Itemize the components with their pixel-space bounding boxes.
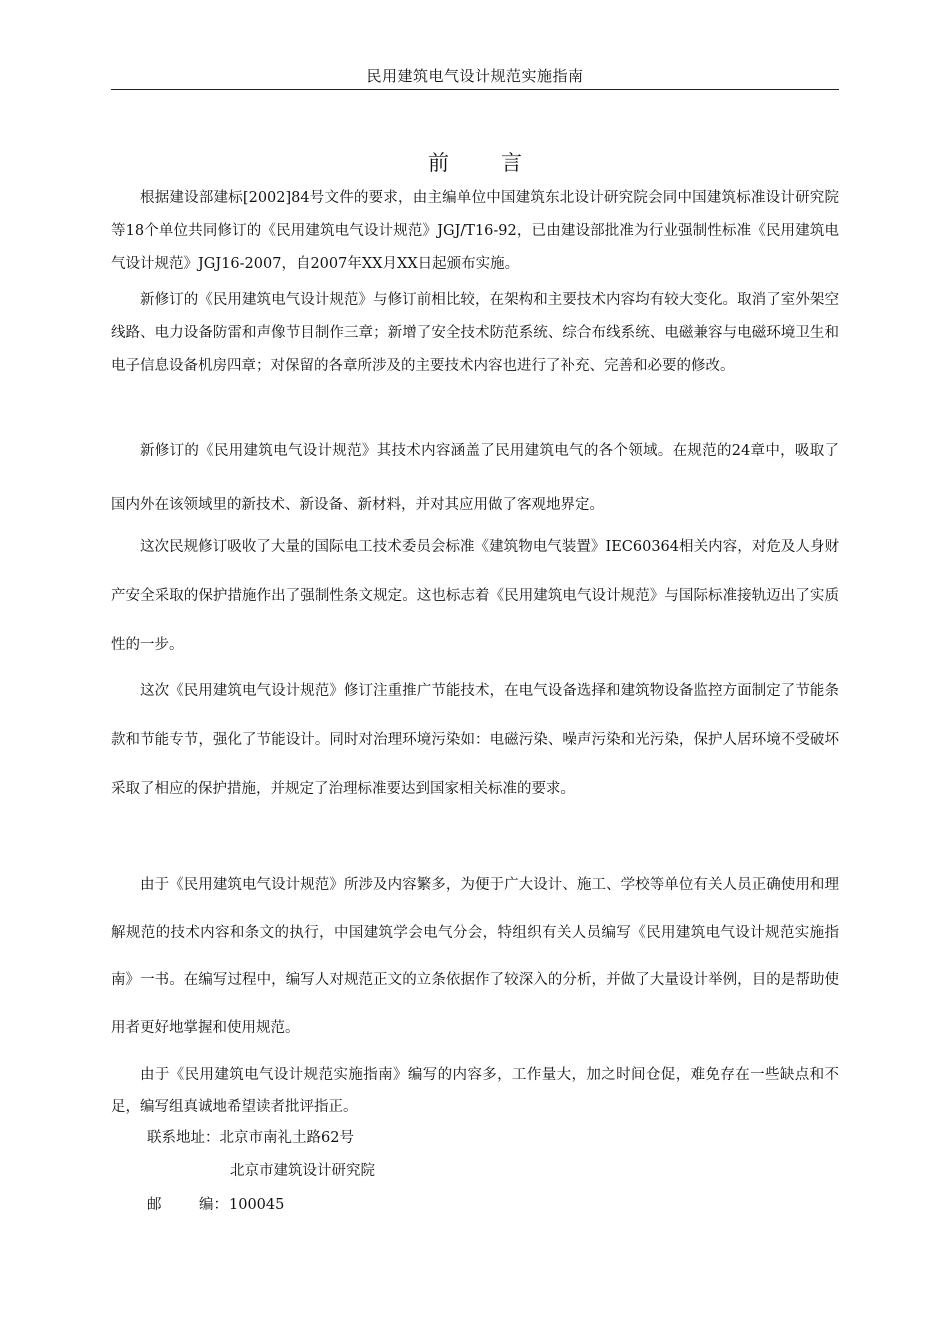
address-line-2: 北京市建筑设计研究院 bbox=[230, 1163, 375, 1179]
postcode-label bbox=[147, 1193, 229, 1217]
contact-postcode-row bbox=[147, 1193, 284, 1217]
address-label: 联系地址： bbox=[147, 1130, 220, 1146]
postcode-label-char-1: 邮 bbox=[147, 1197, 162, 1213]
running-header-title: 民用建筑电气设计规范实施指南 bbox=[366, 67, 584, 85]
paragraph-7: 由于《民用建筑电气设计规范实施指南》编写的内容多，工作量大，加之时间仓促，难免存在一些缺点和不足，编写组真诚地希望读者批评指正。 bbox=[111, 1067, 839, 1115]
postcode-label-char-2: 编： bbox=[199, 1197, 228, 1213]
paragraph-4: 这次民规修订吸收了大量的国际电工技术委员会标准《建筑物电气装置》IEC60364相关内容，对危及人身财产安全采取的保护措施作出了强制性条文规定。这也标志着《民用建筑电气设计规范》与国际标准接轨迈出了实质性的一步。 bbox=[111, 539, 839, 653]
paragraph-3: 新修订的《民用建筑电气设计规范》其技术内容涵盖了民用建筑电气的各个领域。在规范的24章中，吸取了国内外在该领域里的新技术、新设备、新材料，并对其应用做了客观地界定。 bbox=[111, 443, 839, 513]
paragraph-1: 根据建设部建标[2002]84号文件的要求，由主编单位中国建筑东北设计研究院会同中国建筑标准设计研究院等18个单位共同修订的《民用建筑电气设计规范》JGJ/T16-92，已由建设部批准为行业强制性标准《民用建筑电气设计规范》JGJ16-2007，自2007年XX月XX日起颁布实施。 bbox=[111, 190, 839, 272]
contact-address-row bbox=[147, 1126, 354, 1150]
header-divider bbox=[111, 89, 839, 90]
page-title: 前言 bbox=[428, 151, 574, 175]
paragraph-5: 这次《民用建筑电气设计规范》修订注重推广节能技术，在电气设备选择和建筑物设备监控方面制定了节能条款和节能专节，强化了节能设计。同时对治理环境污染如：电磁污染、噪声污染和光污染，保护人居环境不受破坏采取了相应的保护措施，并规定了治理标准要达到国家相关标准的要求。 bbox=[111, 683, 839, 797]
paragraph-2: 新修订的《民用建筑电气设计规范》与修订前相比较，在架构和主要技术内容均有较大变化。取消了室外架空线路、电力设备防雷和声像节目制作三章；新增了安全技术防范系统、综合布线系统、电磁兼容与电磁环境卫生和电子信息设备机房四章；对保留的各章所涉及的主要技术内容也进行了补充、完善和必要的修改。 bbox=[111, 292, 839, 374]
contact-address-row-2 bbox=[230, 1159, 375, 1183]
address-line-1: 北京市南礼土路62号 bbox=[219, 1130, 354, 1146]
postcode-value: 100045 bbox=[229, 1197, 285, 1213]
paragraph-6: 由于《民用建筑电气设计规范》所涉及内容繁多，为便于广大设计、施工、学校等单位有关人员正确使用和理解规范的技术内容和条文的执行，中国建筑学会电气分会，特组织有关人员编写《民用建筑电气设计规范实施指南》一书。在编写过程中，编写人对规范正文的立条依据作了较深入的分析，并做了大量设计举例，目的是帮助使用者更好地掌握和使用规范。 bbox=[111, 877, 839, 1036]
